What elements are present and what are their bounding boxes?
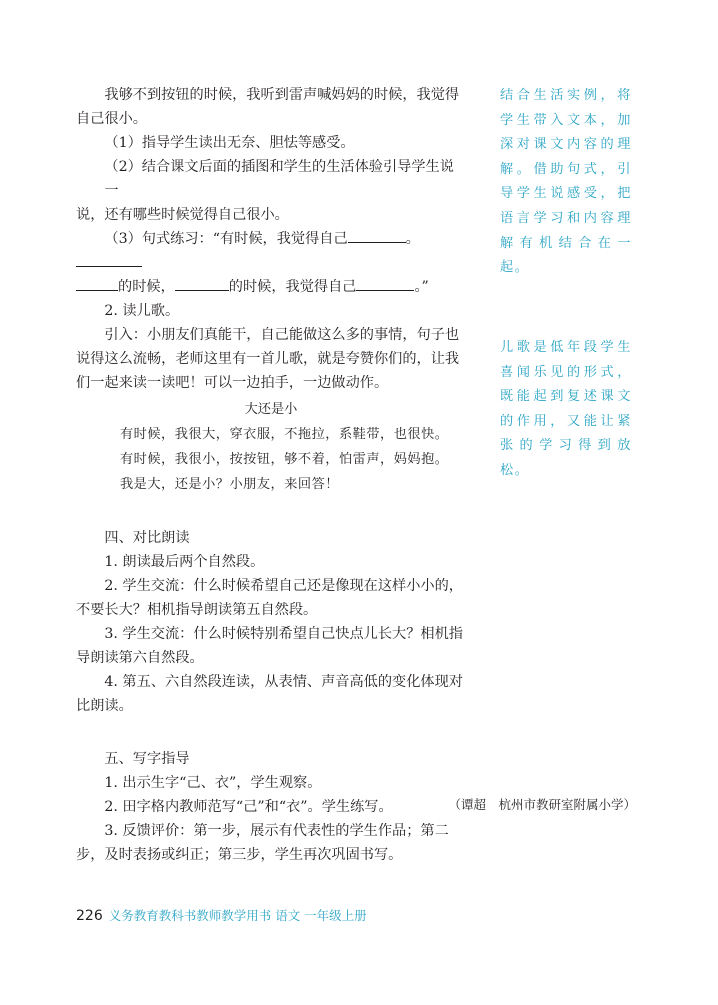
section-4-item-1: 1. 朗读最后两个自然段。: [104, 554, 265, 570]
margin-note-text: 结合生活实例，将学生带入文本，加深对课文内容的理解。借助句式，引导学生说感受，把语言学习和内容理解有机结合在一起。: [500, 88, 632, 276]
fill-blank-5: [356, 275, 414, 291]
intro-paragraph: 引入：小朋友们真能干，自己能做这么多的事情，句子也说得这么流畅，老师这里有一首儿歌，就是夸赞你们的，让我们一起来读一读吧！可以一边拍手，一边做动作。: [76, 327, 460, 391]
section-5-title: 五、写字指导: [104, 751, 190, 767]
step-3-sentence-practice: （3）句式练习：“有时候，我觉得自己 。: [76, 227, 466, 275]
step-3-sentence-practice-cont: 的时候， 的时候，我觉得自己 。”: [76, 275, 466, 299]
quote-line-1: 我够不到按钮的时候，我听到雷声喊妈妈的时候，我觉得: [104, 87, 460, 103]
poem-line: 有时候，我很小，按按钮，够不着，怕雷声，妈妈抱。: [120, 452, 449, 467]
section-4-item-2: 2. 学生交流：什么时候希望自己还是像现在这样小小的，不要长大？相机指导朗读第五自然段。: [76, 578, 463, 618]
section-5-item-1: 1. 出示生字“己、衣”，学生观察。: [104, 775, 322, 791]
margin-note-1: [500, 84, 632, 281]
fill-blank-1: [348, 227, 406, 243]
fill-blank-4: [175, 275, 229, 291]
fill-blank-2: [76, 251, 142, 267]
section-4-title: 四、对比朗读: [104, 530, 190, 546]
section-4-item-4: 4. 第五、六自然段连读，从表情、声音高低的变化体现对比朗读。: [76, 674, 463, 714]
read-song-heading: 2. 读儿歌。: [104, 303, 180, 319]
poem-line: 我是大，还是小？小朋友，来回答！: [120, 477, 339, 492]
step-1: （1）指导学生读出无奈、胆怯等感受。: [104, 135, 355, 151]
section-5-item-3: 3. 反馈评价：第一步，展示有代表性的学生作品；第二步，及时表扬或纠正；第三步，学生再次巩固书写。: [76, 823, 449, 863]
margin-note-text: 儿歌是低年段学生喜闻乐见的形式，既能起到复述课文的作用，又能让紧张的学习得到放松。: [500, 340, 632, 478]
fill-blank-3: [76, 275, 118, 291]
page-number: 226: [76, 908, 103, 924]
page-footer: [76, 906, 367, 924]
step-2: （2）结合课文后面的插图和学生的生活体验引导学生说一 说，还有哪些时候觉得自己很小。: [76, 159, 454, 223]
section-5-item-2: 2. 田字格内教师范写“己”和“衣”。学生练写。: [104, 799, 393, 815]
poem: [76, 397, 466, 497]
section-4-item-3: 3. 学生交流：什么时候特别希望自己快点儿长大？相机指导朗读第六自然段。: [76, 626, 463, 666]
margin-note-2: [500, 336, 632, 484]
poem-line: 有时候，我很大，穿衣服，不拖拉，系鞋带，也很快。: [120, 427, 449, 442]
author-credit: （谭超 杭州市教研室附属小学）: [448, 797, 636, 812]
quote-line-2: 自己很小。: [76, 111, 147, 127]
book-title: 义务教育教科书教师教学用书 语文 一年级上册: [108, 908, 367, 923]
main-text: [76, 83, 466, 867]
poem-title: 大还是小: [244, 402, 298, 417]
